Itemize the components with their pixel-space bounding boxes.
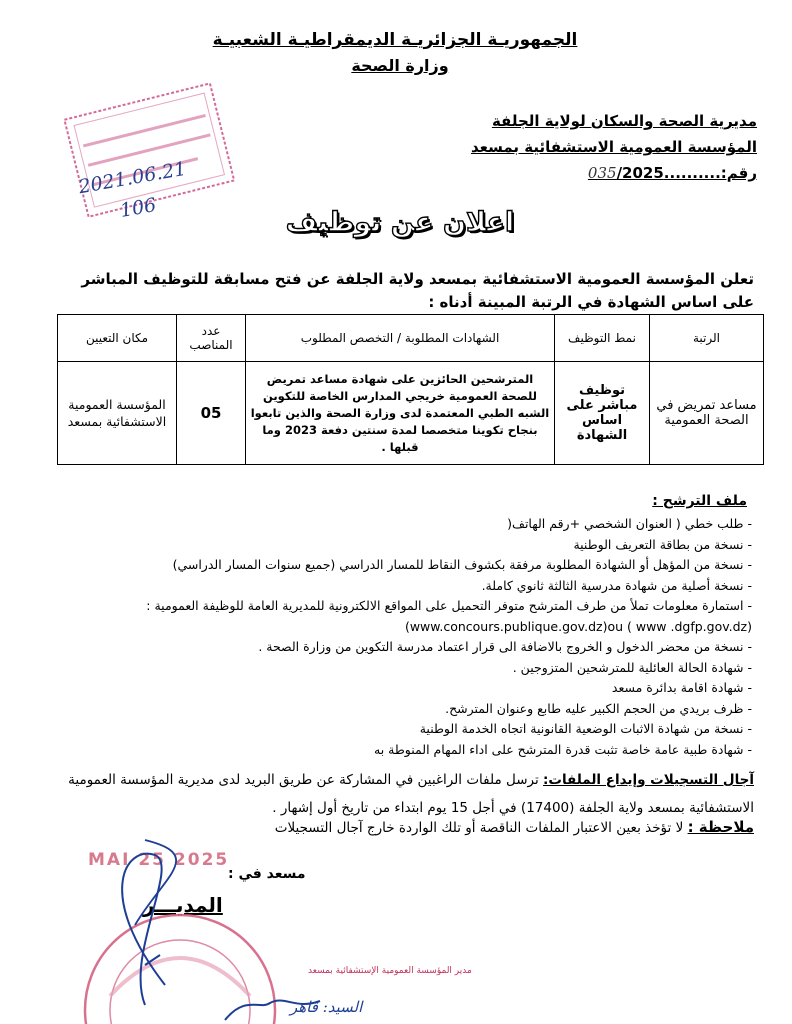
list-item: - نسخة من بطاقة التعريف الوطنية — [573, 536, 752, 552]
announcement-title: اعلان عن توظيف — [285, 207, 515, 238]
col-place: مكان التعيين — [58, 315, 177, 362]
list-item: - شهادة اقامة بدائرة مسعد — [611, 680, 752, 695]
received-stamp-date: 2021.06.21 — [76, 157, 188, 199]
note-text: لا تؤخذ بعين الاعتبار الملفات الناقصة أو تلك الواردة خارج آجال التسجيلات — [274, 820, 684, 836]
list-item: - شهادة طبية عامة خاصة تثبت قدرة المترشح على اداء المهام المنوطة به — [374, 741, 752, 757]
cell-posts: 05 — [177, 362, 246, 465]
ministry-header: وزارة الصحة — [351, 56, 449, 75]
deadline-section — [54, 766, 754, 822]
positions-table — [57, 314, 764, 465]
list-item: - طلب خطي ( العنوان الشخصي +رقم الهاتف( — [507, 516, 752, 531]
cell-rank: مساعد تمريض في الصحة العمومية — [650, 362, 764, 465]
reference-number — [427, 160, 757, 186]
list-item: - ظرف بريدي من الحجم الكبير عليه طابع وعنوان المترشح. — [445, 700, 752, 716]
list-item: - نسخة من محضر الدخول و الخروج بالاضافة الى قرار اعتماد مدرسة التكوين من وزارة الصحة . — [258, 639, 752, 654]
received-stamp-number: 106 — [118, 194, 158, 222]
republic-header: الجمهوريـة الجزائريـة الديمقراطيـة الشعبيـة — [212, 30, 578, 50]
issuer-block — [427, 108, 757, 186]
col-rank: الرتبة — [650, 315, 764, 362]
list-item-urls: (www.concours.publique.gov.dz)ou ( www .dgfp.gov.dz) — [404, 618, 752, 634]
reference-handwritten-number: 035 — [587, 164, 617, 182]
directorate-name: مديرية الصحة والسكان لولاية الجلفة — [491, 112, 757, 130]
list-item: - نسخة من المؤهل أو الشهادة المطلوبة مرفقة بكشوف النقاط للمسار الدراسي (جميع سنوات المسار الدراسي) — [172, 557, 752, 572]
signatory-name: السيد: قاهر — [290, 998, 363, 1016]
reference-year: /2025 — [616, 164, 664, 182]
cell-certificate: المترشحين الحائزين على شهادة مساعد تمريض للصحة العمومية خريجي المدارس الخاصة للتكوين الشبه الطبي المعتمدة لدى وزارة الصحة والذين تابعوا بنجاح تكوينا متخصصا لمدة سنتين دفعة 2023 وما قبلها . — [246, 362, 555, 465]
deadline-text: ترسل ملفات الراغبين في المشاركة عن طريق البريد لدى مديرية المؤسسة العمومية الاستشفائية بمسعد ولاية الجلفة (17400) في أجل 15 يوم ابتداء من تاريخ أول إشهار . — [68, 772, 754, 816]
col-certificate: الشهادات المطلوبة / التخصص المطلوب — [246, 315, 555, 362]
list-item: - نسخة أصلية من شهادة مدرسية الثالثة ثانوي كاملة. — [481, 577, 752, 593]
note-section — [54, 818, 754, 836]
director-title: المديـــر — [143, 893, 223, 917]
official-stamp-text: مدير المؤسسة العمومية الإستشفائية بمسعد — [308, 966, 472, 976]
col-posts: عدد المناصب — [177, 315, 246, 362]
table-row — [58, 362, 764, 465]
cell-place: المؤسسة العمومية الاستشفائية بمسعد — [58, 362, 177, 465]
list-item: - نسخة من شهادة الاثبات الوضعية القانونية اتجاه الخدمة الوطنية — [419, 721, 752, 736]
note-label: ملاحظة : — [687, 818, 754, 836]
place-date: مسعد في : — [228, 866, 306, 882]
deadline-label: آجال التسجيلات وإيداع الملفات: — [543, 772, 754, 788]
list-item: - شهادة الحالة العائلية للمترشحين المتزوجين . — [512, 659, 752, 675]
cell-mode: توظيف مباشر على اساس الشهادة — [555, 362, 650, 465]
list-item: - استمارة معلومات تملأ من طرف المترشح متوفر التحميل على المواقع الالكترونية للمديرية العامة للوظيفة العمومية : — [146, 598, 752, 613]
required-documents-list — [72, 514, 752, 760]
announcement-intro: تعلن المؤسسة العمومية الاستشفائية بمسعد ولاية الجلفة عن فتح مسابقة للتوظيف المباشر على اساس الشهادة في الرتبة المبينة أدناه : — [81, 270, 754, 311]
signature — [85, 835, 345, 1024]
institution-name: المؤسسة العمومية الاستشفائية بمسعد — [470, 138, 757, 156]
application-file-title: ملف الترشح : — [652, 493, 747, 509]
date-stamp: 2025 MAI 25 — [88, 850, 230, 870]
reference-label: رقم:.......... — [663, 164, 757, 182]
table-header-row — [58, 315, 764, 362]
col-mode: نمط التوظيف — [555, 315, 650, 362]
